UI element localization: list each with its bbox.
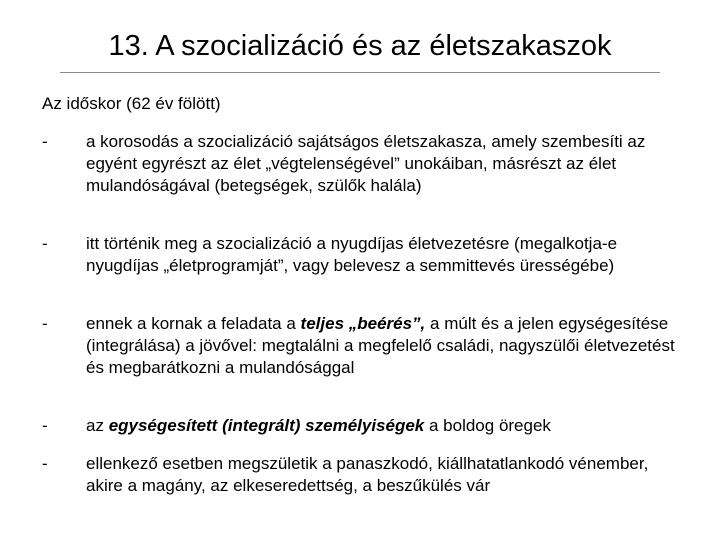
slide-title: 13. A szocializáció és az életszakaszok xyxy=(108,30,612,62)
bullet-dash: - xyxy=(42,234,48,253)
bullet-text-emphasis: teljes „beérés”, xyxy=(300,314,426,333)
bullet-text xyxy=(86,453,682,497)
bullet-text-plain: az xyxy=(86,416,109,435)
bullet-text-emphasis: egységesített (integrált) személyiségek xyxy=(108,416,425,435)
bullet-dash: - xyxy=(42,314,48,333)
bullet-dash: - xyxy=(42,454,48,473)
bullet-text-plain: a boldog öregek xyxy=(424,416,551,435)
section-subtitle: Az időskor (62 év fölött) xyxy=(42,94,221,113)
bullet-dash: - xyxy=(42,132,48,151)
bullet-text xyxy=(86,313,682,379)
bullet-text xyxy=(86,415,682,437)
bullet-text xyxy=(86,131,682,197)
bullet-text xyxy=(86,233,682,277)
bullet-dash: - xyxy=(42,416,48,435)
bullet-text-plain: itt történik meg a szocializáció a nyugdíjas életvezetésre (megalkotja-e nyugdíjas „életprogramját”, vagy belevesz a semmittevés ürességébe) xyxy=(86,234,618,275)
bullet-text-plain: ellenkező esetben megszületik a panaszkodó, kiállhatatlankodó vénember, akire a magány, az elkeseredettség, a beszűkülés vár xyxy=(86,454,649,495)
bullet-text-plain: a korosodás a szocializáció sajátságos életszakasza, amely szembesíti az egyént egyrészt az élet „végtelenségével” unokáiban, másrészt az élet mulandóságával (betegségek, szülők halála) xyxy=(86,132,646,195)
bullet-text-plain: ennek a kornak a feladata a xyxy=(86,314,301,333)
title-divider xyxy=(60,72,660,73)
bullet-text-plain: a múlt és a jelen egységesítése (integrálása) a jövővel: megtalálni a megfelelő családi, nagyszülői életvezetést és megbarátkozni a mulandósággal xyxy=(86,314,675,377)
